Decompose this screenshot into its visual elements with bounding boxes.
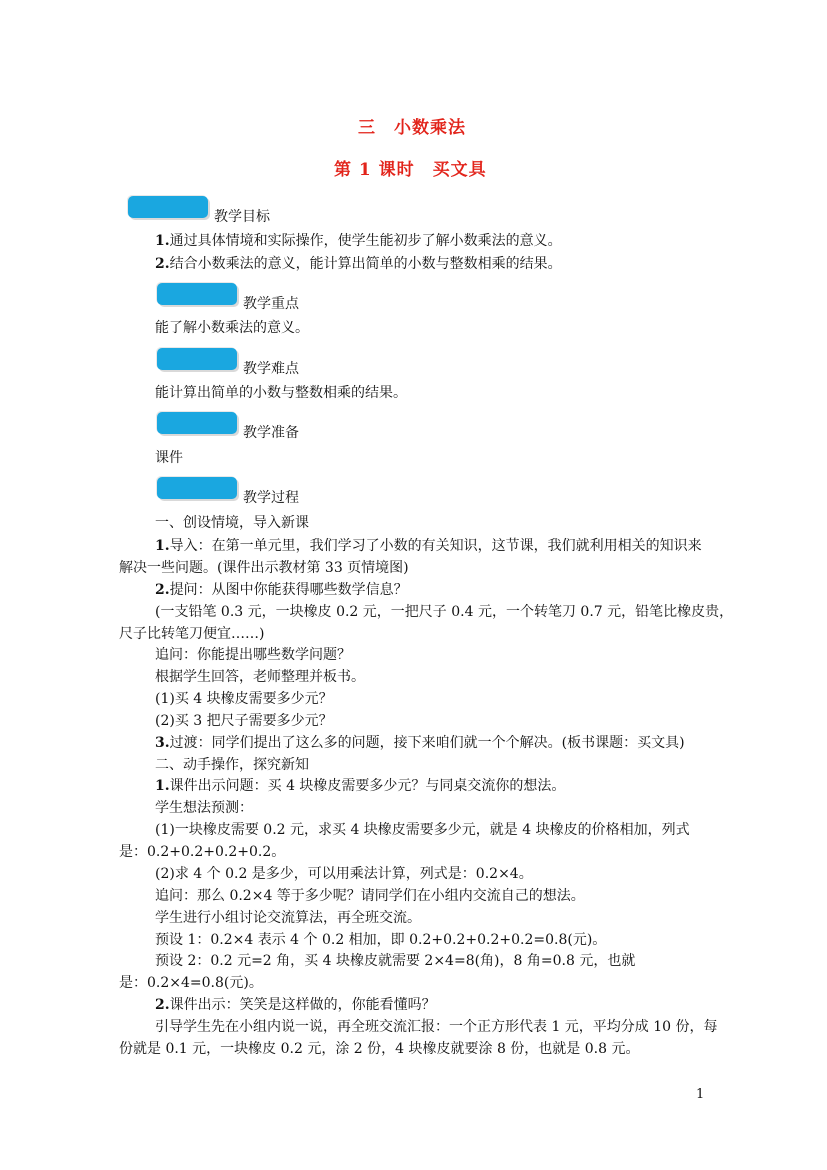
item-number: 1.	[155, 778, 170, 794]
item-number: 1.	[155, 538, 170, 554]
process-paragraph	[155, 581, 408, 599]
process-line: (1)一块橡皮需要 0.2 元，求买 4 块橡皮需要多少元，就是 4 块橡皮的价格相加，列式	[155, 822, 690, 838]
process-line: (2)求 4 个 0.2 是多少，可以用乘法计算，列式是：0.2×4。	[155, 866, 533, 882]
section-tag-goal	[128, 196, 208, 218]
process-line: (一支铅笔 0.3 元，一块橡皮 0.2 元，一把尺子 0.4 元，一个转笔刀 0.7 元，铅笔比橡皮贵，	[155, 604, 734, 620]
item-number: 2.	[155, 582, 170, 598]
process-paragraph	[155, 996, 436, 1014]
process-heading-1: 一、创设情境，导入新课	[155, 515, 309, 531]
goal-text: 通过具体情境和实际操作，使学生能初步了解小数乘法的意义。	[169, 233, 562, 249]
process-line: 份就是 0.1 元，一块橡皮 0.2 元，涂 2 份，4 块橡皮就要涂 8 份，也就是 0.8 元。	[119, 1041, 640, 1057]
section-label-prep: 教学准备	[243, 425, 299, 441]
section-tag-difficulty	[157, 348, 237, 370]
section-tag-key	[157, 283, 237, 305]
lesson-title: 第 1 课时 买文具	[334, 160, 487, 180]
paragraph-text: 课件出示：笑笑是这样做的，你能看懂吗？	[169, 997, 436, 1013]
section-tag-process	[157, 477, 237, 499]
page-number: 1	[696, 1087, 705, 1102]
goal-item-1	[155, 232, 562, 250]
prep-text: 课件	[155, 450, 183, 466]
item-number: 3.	[155, 735, 170, 751]
goal-item-2	[155, 255, 562, 273]
key-text: 能了解小数乘法的意义。	[155, 320, 309, 336]
paragraph-text: 课件出示问题：买 4 块橡皮需要多少元？与同桌交流你的想法。	[169, 778, 566, 794]
process-line: 引导学生先在小组内说一说，再全班交流汇报：一个正方形代表 1 元，平均分成 10 份，每	[155, 1019, 718, 1035]
process-line: 解决一些问题。(课件出示教材第 33 页情境图)	[119, 560, 409, 576]
process-paragraph	[155, 537, 702, 555]
goal-text: 结合小数乘法的意义，能计算出简单的小数与整数相乘的结果。	[169, 256, 562, 272]
goal-number: 2.	[155, 256, 170, 272]
difficulty-text: 能计算出简单的小数与整数相乘的结果。	[155, 385, 407, 401]
paragraph-text: 提问：从图中你能获得哪些数学信息？	[169, 582, 408, 598]
process-paragraph	[155, 777, 565, 795]
section-label-goal: 教学目标	[214, 209, 270, 225]
paragraph-text: 导入：在第一单元里，我们学习了小数的有关知识，这节课，我们就利用相关的知识来	[169, 538, 702, 554]
process-line: 追问：那么 0.2×4 等于多少呢？请同学们在小组内交流自己的想法。	[155, 888, 585, 904]
process-line: 学生进行小组讨论交流算法，再全班交流。	[155, 910, 421, 926]
section-tag-prep	[157, 412, 237, 434]
process-paragraph	[155, 734, 685, 752]
process-line: 追问：你能提出哪些数学问题？	[155, 647, 351, 663]
process-line: 学生想法预测：	[155, 800, 253, 816]
process-line: 预设 1：0.2×4 表示 4 个 0.2 相加，即 0.2+0.2+0.2+0.2=0.8(元)。	[155, 932, 607, 948]
process-line: (2)买 3 把尺子需要多少元？	[155, 713, 333, 729]
section-label-difficulty: 教学难点	[243, 361, 299, 377]
process-line: 是：0.2×4=0.8(元)。	[119, 975, 263, 991]
unit-title: 三 小数乘法	[358, 118, 466, 138]
item-number: 2.	[155, 997, 170, 1013]
process-line: 尺子比转笔刀便宜……)	[119, 626, 265, 642]
goal-number: 1.	[155, 233, 170, 249]
section-label-process: 教学过程	[243, 490, 299, 506]
process-line: 预设 2：0.2 元=2 角，买 4 块橡皮就需要 2×4=8(角)，8 角=0.8 元，也就	[155, 953, 636, 969]
section-label-key: 教学重点	[243, 296, 299, 312]
process-line: (1)买 4 块橡皮需要多少元？	[155, 691, 333, 707]
process-heading-2: 二、动手操作，探究新知	[155, 757, 309, 773]
process-line: 根据学生回答，老师整理并板书。	[155, 669, 365, 685]
process-line: 是：0.2+0.2+0.2+0.2。	[119, 844, 286, 860]
paragraph-text: 过渡：同学们提出了这么多的问题，接下来咱们就一个个解决。(板书课题：买文具)	[169, 735, 685, 751]
